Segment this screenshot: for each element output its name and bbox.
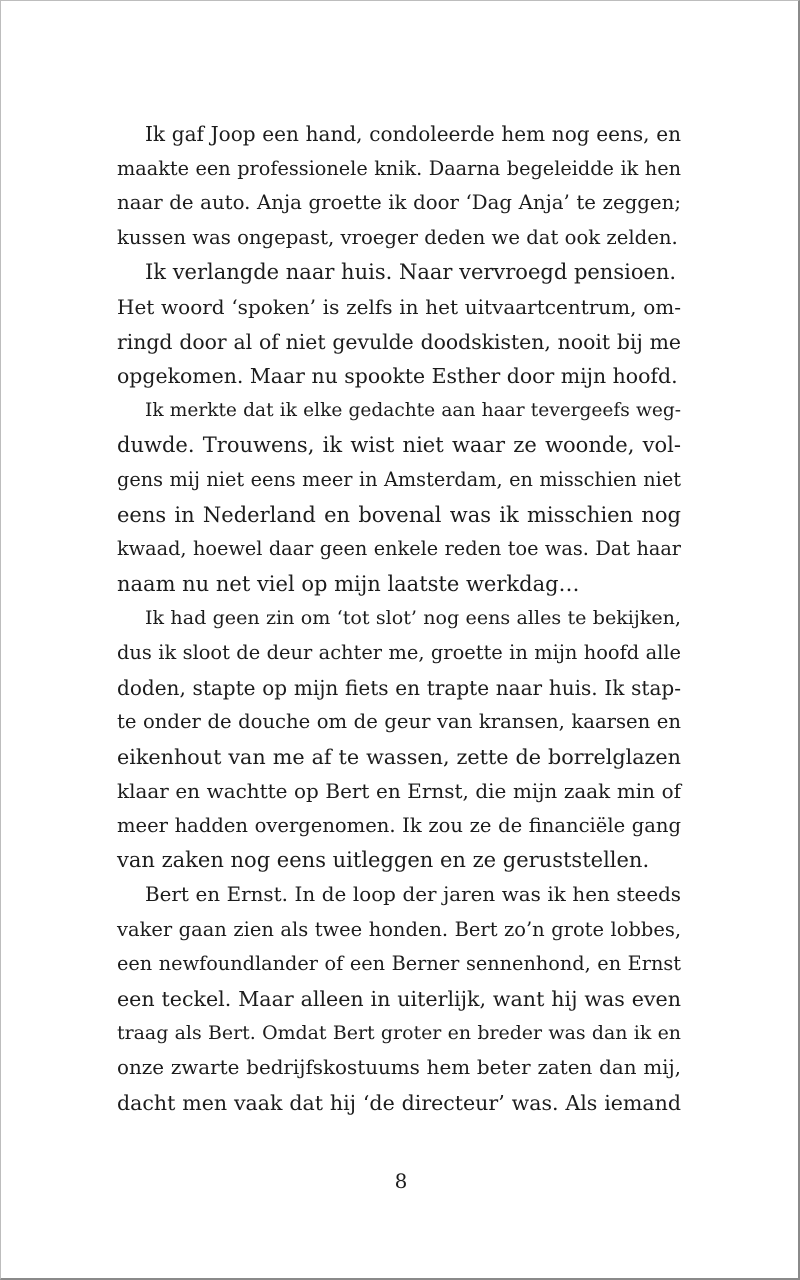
text-line: ringd door al of niet gevulde doodskisten, nooit bij me bbox=[117, 329, 681, 354]
paragraph bbox=[117, 878, 681, 1120]
text-line: Ik had geen zin om ‘tot slot’ nog eens alles te bekijken, bbox=[145, 607, 681, 630]
text-line: Ik verlangde naar huis. Naar vervroegd pensioen. bbox=[145, 260, 677, 285]
text-line: Het woord ‘spoken’ is zelfs in het uitvaartcentrum, om- bbox=[117, 294, 681, 319]
body-text bbox=[117, 117, 681, 1120]
text-line: naam nu net viel op mijn laatste werkdag… bbox=[117, 571, 580, 596]
text-line: duwde. Trouwens, ik wist niet waar ze woonde, vol- bbox=[117, 433, 681, 458]
text-line: opgekomen. Maar nu spookte Esther door mijn hoofd. bbox=[117, 364, 678, 389]
text-line: kussen was ongepast, vroeger deden we dat ook zelden. bbox=[117, 225, 678, 249]
page-number: 8 bbox=[394, 1169, 408, 1193]
text-line: kwaad, hoewel daar geen enkele reden toe was. Dat haar bbox=[117, 537, 681, 561]
text-line: van zaken nog eens uitleggen en ze geruststellen. bbox=[117, 848, 650, 873]
text-line: eens in Nederland en bovenal was ik misschien nog bbox=[117, 502, 681, 527]
text-line: Ik gaf Joop een hand, condoleerde hem nog eens, en bbox=[145, 122, 681, 146]
text-line: meer hadden overgenomen. Ik zou ze de financiële gang bbox=[117, 813, 681, 837]
paragraph bbox=[117, 394, 681, 602]
text-line: maakte een professionele knik. Daarna begeleidde ik hen bbox=[117, 156, 681, 180]
text-line: traag als Bert. Omdat Bert groter en breder was dan ik en bbox=[117, 1022, 681, 1045]
text-line: te onder de douche om de geur van kransen, kaarsen en bbox=[117, 710, 681, 734]
text-line: dus ik sloot de deur achter me, groette in mijn hoofd alle bbox=[117, 640, 681, 664]
paragraph bbox=[117, 255, 681, 393]
text-line: eikenhout van me af te wassen, zette de borrelglazen bbox=[117, 744, 681, 769]
paragraph bbox=[117, 117, 681, 255]
text-line: een newfoundlander of een Berner sennenhond, en Ernst bbox=[117, 952, 681, 976]
text-line: naar de auto. Anja groette ik door ‘Dag Anja’ te zeggen; bbox=[117, 191, 681, 215]
text-line: Ik merkte dat ik elke gedachte aan haar tevergeefs weg- bbox=[145, 399, 681, 421]
text-line: onze zwarte bedrijfskostuums hem beter zaten dan mij, bbox=[117, 1056, 681, 1080]
text-line: Bert en Ernst. In de loop der jaren was ik hen steeds bbox=[145, 883, 681, 907]
paragraph bbox=[117, 601, 681, 878]
text-line: vaker gaan zien als twee honden. Bert zo’n grote lobbes, bbox=[117, 917, 681, 941]
text-line: dacht men vaak dat hij ‘de directeur’ was. Als iemand bbox=[117, 1090, 681, 1115]
text-line: klaar en wachtte op Bert en Ernst, die mijn zaak min of bbox=[117, 779, 681, 804]
text-line: een teckel. Maar alleen in uiterlijk, want hij was even bbox=[117, 986, 681, 1011]
text-line: gens mij niet eens meer in Amsterdam, en misschien niet bbox=[117, 467, 681, 491]
text-line: doden, stapte op mijn fiets en trapte naar huis. Ik stap- bbox=[117, 675, 681, 700]
